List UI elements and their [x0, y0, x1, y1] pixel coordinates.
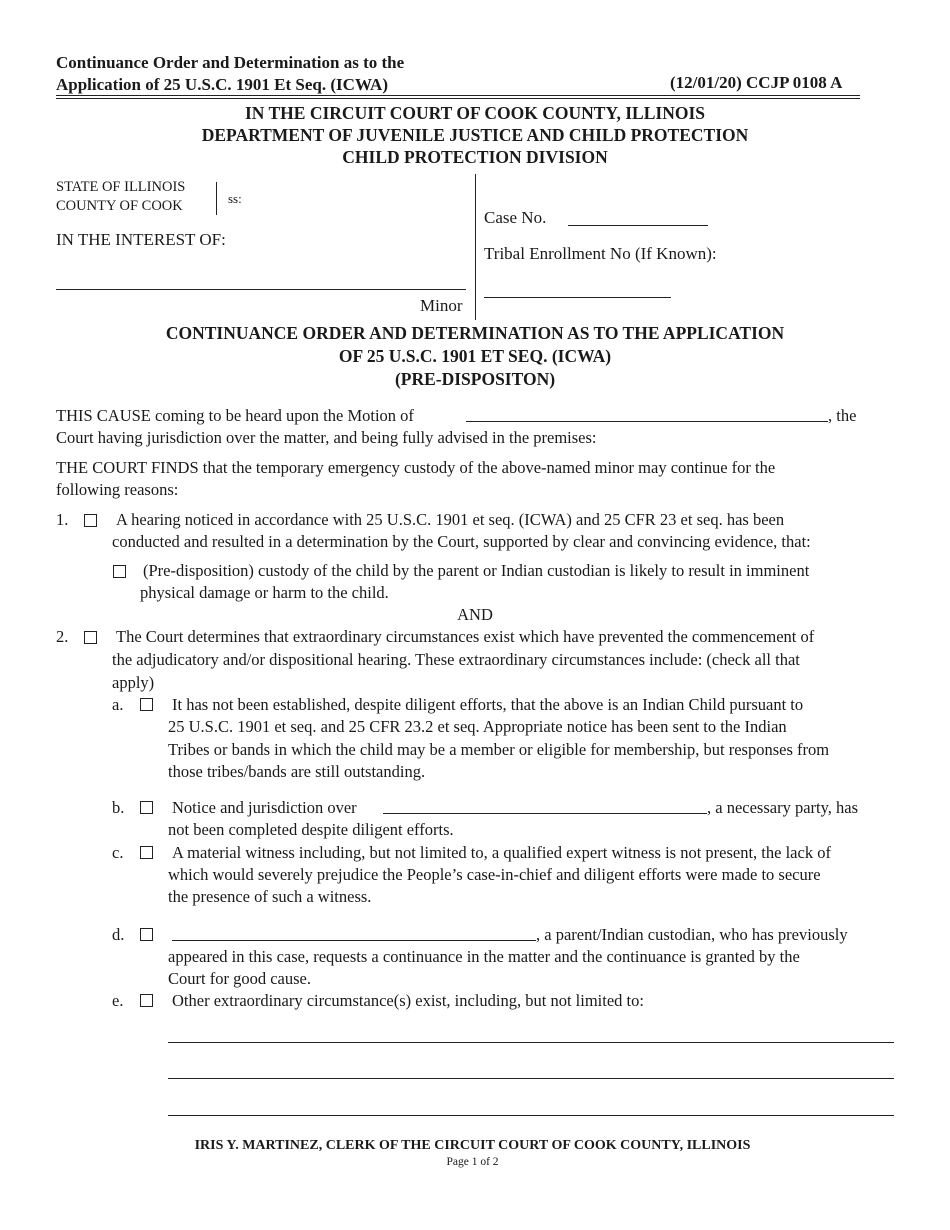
header-rule: [56, 95, 860, 96]
item-b-line2: not been completed despite diligent efforts.: [168, 820, 454, 839]
item2-line2: the adjudicatory and/or dispositional hearing. These extraordinary circumstances include: (check all that: [112, 650, 800, 669]
item-c-line2: which would severely prejudice the People’s case-in-chief and diligent efforts were made to secure: [168, 865, 821, 884]
form-code: (12/01/20) CCJP 0108 A: [670, 73, 843, 92]
form-title-line2: Application of 25 U.S.C. 1901 Et Seq. (ICWA): [56, 75, 388, 94]
tribal-enrollment-field[interactable]: [484, 297, 671, 298]
department-name: DEPARTMENT OF JUVENILE JUSTICE AND CHILD PROTECTION: [201, 125, 749, 145]
predisposition-checkbox[interactable]: [113, 565, 126, 578]
item1-line1: A hearing noticed in accordance with 25 U.S.C. 1901 et seq. (ICWA) and 25 CFR 23 et seq. has been: [116, 510, 785, 529]
state-label: STATE OF ILLINOIS: [56, 179, 186, 195]
tribal-enrollment-label: Tribal Enrollment No (If Known):: [484, 244, 717, 263]
header-rule-double: [56, 98, 860, 99]
item1-number: 1.: [56, 510, 69, 529]
item-d-text-end: , a parent/Indian custodian, who has previously: [536, 925, 848, 944]
item-a-line4: those tribes/bands are still outstanding.: [168, 762, 426, 781]
order-title-line1: CONTINUANCE ORDER AND DETERMINATION AS TO THE APPLICATION: [165, 323, 785, 343]
cause-text-line2: Court having jurisdiction over the matter, and being fully advised in the premises:: [56, 428, 597, 447]
other-circumstances-field-2[interactable]: [168, 1078, 894, 1079]
item-d-checkbox[interactable]: [140, 928, 153, 941]
item1-line2: conducted and resulted in a determination by the Court, supported by clear and convincing evidence, that:: [112, 532, 811, 551]
item-d-line2: appeared in this case, requests a continuance in the matter and the continuance is granted by the: [168, 947, 800, 966]
item-d-line3: Court for good cause.: [168, 969, 311, 988]
item2-line3: apply): [112, 673, 155, 692]
county-label: COUNTY OF COOK: [56, 198, 183, 214]
predisposition-line1: (Pre-disposition) custody of the child by the parent or Indian custodian is likely to result in imminent: [143, 561, 810, 580]
item-d-label: d.: [112, 925, 125, 944]
item2-checkbox[interactable]: [84, 631, 97, 644]
item-a-checkbox[interactable]: [140, 698, 153, 711]
parent-custodian-field[interactable]: [172, 940, 536, 941]
order-title-line3: (PRE-DISPOSITON): [394, 369, 556, 389]
item-a-line2: 25 U.S.C. 1901 et seq. and 25 CFR 23.2 et seq. Appropriate notice has been sent to the Indian: [168, 717, 787, 736]
item-e-line1: Other extraordinary circumstance(s) exist, including, but not limited to:: [172, 991, 644, 1010]
cause-text-end: , the: [828, 406, 857, 425]
item-c-line1: A material witness including, but not limited to, a qualified expert witness is not present, the lack of: [172, 843, 831, 862]
item-c-label: c.: [112, 843, 124, 862]
ss-bracket: [216, 182, 217, 215]
and-separator: AND: [457, 605, 493, 624]
case-no-label: Case No.: [484, 208, 547, 227]
item-c-line3: the presence of such a witness.: [168, 887, 372, 906]
item-e-label: e.: [112, 991, 124, 1010]
item2-number: 2.: [56, 627, 69, 646]
caption-divider: [475, 174, 476, 320]
motion-of-field[interactable]: [466, 421, 828, 422]
page-number: Page 1 of 2: [446, 1156, 499, 1168]
item-a-label: a.: [112, 695, 124, 714]
division-name: CHILD PROTECTION DIVISION: [342, 147, 608, 167]
item-a-line1: It has not been established, despite diligent efforts, that the above is an Indian Child pursuant to: [172, 695, 804, 714]
interest-of-label: IN THE INTEREST OF:: [56, 230, 226, 249]
case-no-field[interactable]: [568, 225, 708, 226]
item-e-checkbox[interactable]: [140, 994, 153, 1007]
item-b-label: b.: [112, 798, 125, 817]
ss-label: ss:: [228, 191, 242, 206]
necessary-party-field[interactable]: [383, 813, 707, 814]
item-c-checkbox[interactable]: [140, 846, 153, 859]
court-finds-line1: THE COURT FINDS that the temporary emergency custody of the above-named minor may continue for the: [56, 458, 776, 477]
item-b-text: Notice and jurisdiction over: [172, 798, 357, 817]
predisposition-line2: physical damage or harm to the child.: [140, 583, 389, 602]
minor-name-field[interactable]: [56, 289, 466, 290]
clerk-footer: IRIS Y. MARTINEZ, CLERK OF THE CIRCUIT COURT OF COOK COUNTY, ILLINOIS: [194, 1138, 751, 1153]
court-finds-line2: following reasons:: [56, 480, 179, 499]
item-a-line3: Tribes or bands in which the child may be a member or eligible for membership, but responses from: [168, 740, 830, 759]
minor-label: Minor: [420, 296, 463, 315]
form-title-line1: Continuance Order and Determination as to the: [56, 53, 405, 72]
item-b-checkbox[interactable]: [140, 801, 153, 814]
item2-line1: The Court determines that extraordinary circumstances exist which have prevented the commencement of: [116, 627, 815, 646]
cause-text: THIS CAUSE coming to be heard upon the Motion of: [56, 406, 414, 425]
other-circumstances-field-1[interactable]: [168, 1042, 894, 1043]
order-title-line2: OF 25 U.S.C. 1901 ET SEQ. (ICWA): [338, 346, 612, 366]
item-b-text-end: , a necessary party, has: [707, 798, 859, 817]
court-name: IN THE CIRCUIT COURT OF COOK COUNTY, ILLINOIS: [245, 103, 705, 123]
other-circumstances-field-3[interactable]: [168, 1115, 894, 1116]
item1-checkbox[interactable]: [84, 514, 97, 527]
